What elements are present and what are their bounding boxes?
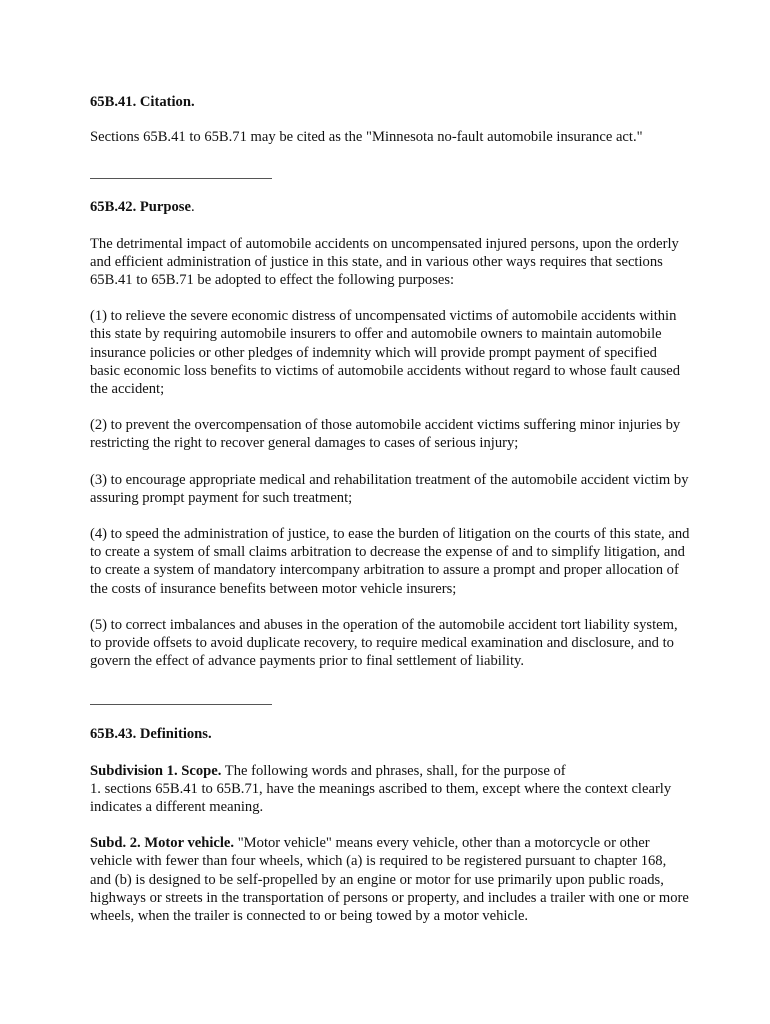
subdivision-2-text: "Motor vehicle" means every vehicle, other than a motorcycle or other vehicle with fewer than four wheels, which (a) is required to be registered pursuant to chapter 168, and (b) is designed to be self-propelled by an engine or motor for use primarily upon public roads, highways or streets in the transportation of persons or property, and includes a trailer with one or more wheels, when the trailer is connected to or being towed by a motor vehicle.	[90, 835, 689, 925]
section-heading-65b41: 65B.41. Citation.	[90, 94, 195, 110]
purpose-item-1: (1) to relieve the severe economic distress of uncompensated victims of automobile accidents within this state by requiring automobile insurers to offer and automobile owners to maintain automobile insurance policies or other pledges of indemnity which will provide prompt payment of specified basic economic loss benefits to victims of automobile accidents without regard to whose fault caused the accident;	[90, 308, 681, 398]
section-heading-65b42	[90, 198, 690, 216]
subdivision-1-scope	[90, 762, 690, 817]
purpose-item-4: (4) to speed the administration of justice, to ease the burden of litigation on the courts of this state, and to create a system of small claims arbitration to decrease the expense of and to simplify litigation, and to create a system of mandatory intercompany arbitration to assure a prompt and proper allocation of the costs of insurance benefits between motor vehicle insurers;	[90, 526, 690, 597]
purpose-item-3: (3) to encourage appropriate medical and rehabilitation treatment of the automobile accident victim by assuring prompt payment for such treatment;	[90, 471, 689, 506]
section-heading-65b42-label: 65B.42. Purpose	[90, 199, 191, 216]
section-heading-65b43: 65B.43. Definitions.	[90, 726, 212, 743]
document-page	[90, 93, 690, 925]
subdivision-1-text: The following words and phrases, shall, for the purpose of	[221, 762, 566, 779]
subdivision-2-motor-vehicle	[90, 834, 690, 925]
purpose-item-5: (5) to correct imbalances and abuses in the operation of the automobile accident tort liability system, to provide offsets to avoid duplicate recovery, to require medical examination and disclosure, and to govern the effect of advance payments prior to final settlement of liability.	[90, 616, 678, 670]
section-text-65b41: Sections 65B.41 to 65B.71 may be cited as the "Minnesota no-fault automobile insurance act."	[90, 129, 643, 146]
subdivision-1-label: Subdivision 1. Scope.	[90, 762, 222, 779]
subdivision-2-label: Subd. 2. Motor vehicle.	[90, 835, 235, 852]
subdivision-1-text-cont: 1. sections 65B.41 to 65B.71, have the meanings ascribed to them, except where the context clearly indicates a different meaning.	[90, 780, 672, 816]
purpose-intro: The detrimental impact of automobile accidents on uncompensated injured persons, upon the orderly and efficient administration of justice in this state, and in various other ways requires that sections 65B.41 to 65B.71 be adopted to effect the following purposes:	[90, 235, 679, 289]
purpose-item-2: (2) to prevent the overcompensation of those automobile accident victims suffering minor injuries by restricting the right to recover general damages to cases of serious injury;	[90, 417, 681, 452]
section-heading-65b42-period: .	[190, 199, 195, 216]
